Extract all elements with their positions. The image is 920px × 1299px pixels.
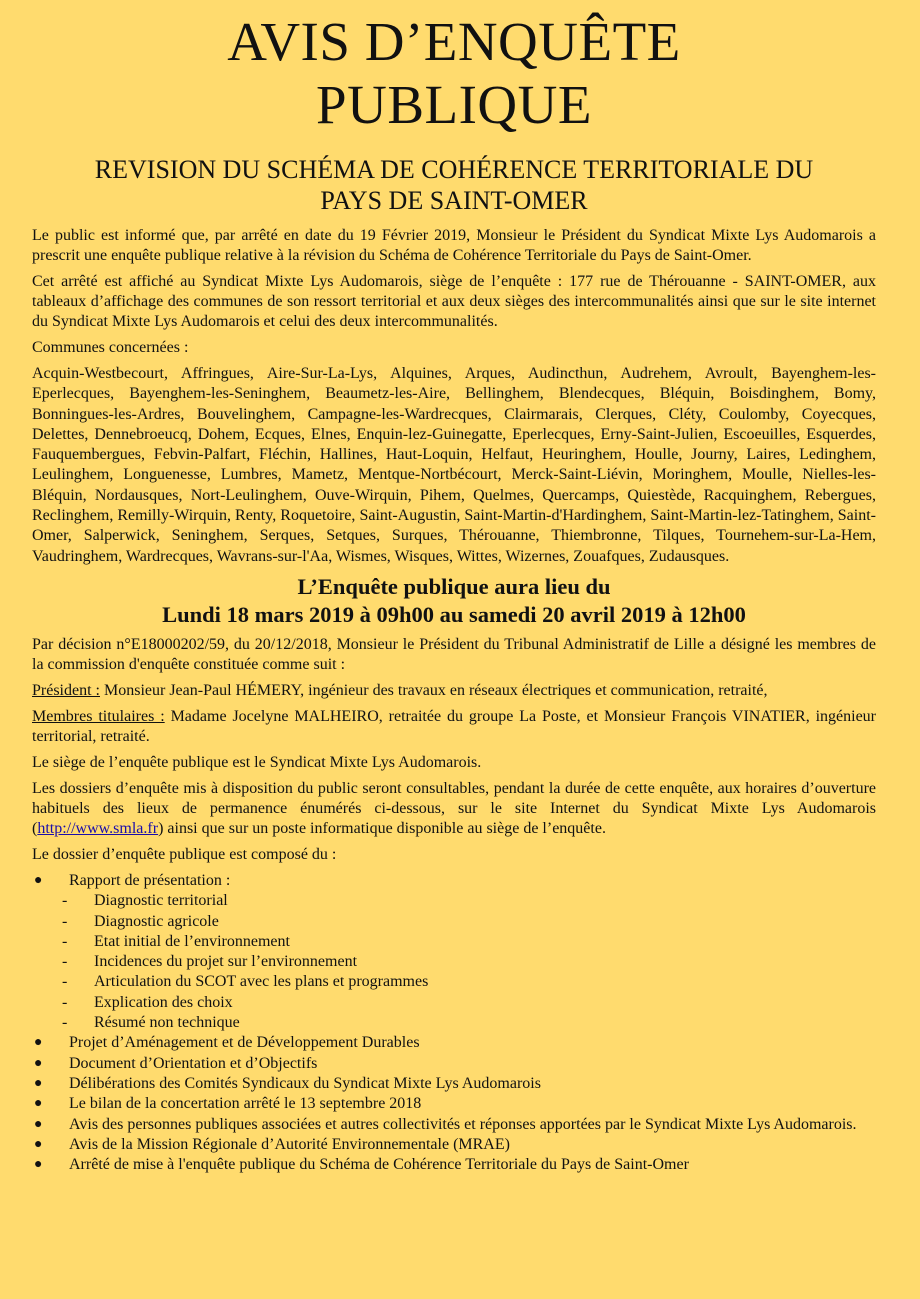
list-item-rapport	[32, 871, 876, 1033]
dash-icon: -	[62, 892, 68, 910]
sub-item-text: Diagnostic agricole	[94, 912, 219, 930]
dash-icon: -	[62, 953, 68, 971]
sub-item-text: Incidences du projet sur l’environnement	[94, 953, 358, 971]
president-label: Président :	[32, 681, 100, 699]
decision-paragraph: Par décision n°E18000202/59, du 20/12/2018, Monsieur le Président du Tribunal Administratif de Lille a désigné les membres de la commission d'enquête constituée comme suit :	[32, 635, 876, 673]
membres-text: Madame Jocelyne MALHEIRO, retraitée du groupe La Poste, et Monsieur François VINATIER, ingénieur territorial, retraité.	[32, 707, 877, 745]
list-item-text: Avis des personnes publiques associées et autres collectivités et réponses apportées par le Syndicat Mixte Lys Audomarois.	[69, 1115, 857, 1133]
siege-paragraph: Le siège de l’enquête publique est le Syndicat Mixte Lys Audomarois.	[32, 753, 482, 771]
title-line-2: PUBLIQUE	[316, 74, 592, 135]
bullet-icon: ●	[34, 1096, 43, 1112]
dash-icon: -	[62, 912, 68, 930]
sub-list-item	[62, 993, 876, 1013]
sub-title	[32, 154, 876, 216]
main-title	[32, 10, 876, 136]
dossiers-paragraph	[32, 779, 876, 839]
sub-list-item	[62, 932, 876, 952]
communes-list: Acquin-Westbecourt, Affringues, Aire-Sur-La-Lys, Alquines, Arques, Audincthun, Audrehem, Avroult, Bayenghem-les-Eperlecques, Bayenghem-les-Seninghem, Beaumetz-les-Aire, Bellinghem, Blendecques, Bléquin, Boisdinghem, Bomy, Bonningues-les-Ardres, Bouvelinghem, Campagne-les-Wardrecques, Clairmarais, Clerques, Cléty, Coulomby, Coyecques, Delettes, Dennebroeucq, Dohem, Ecques, Elnes, Enquin-lez-Guinegatte, Eperlecques, Erny-Saint-Julien, Escoeuilles, Esquerdes, Fauquembergues, Febvin-Palfart, Fléchin, Hallines, Haut-Loquin, Helfaut, Heuringhem, Houlle, Journy, Laires, Ledinghem, Leulinghem, Longuenesse, Lumbres, Mametz, Mentque-Nortbécourt, Merck-Saint-Liévin, Moringhem, Moulle, Nielles-les-Bléquin, Nordausques, Nort-Leulinghem, Ouve-Wirquin, Pihem, Quelmes, Quercamps, Quiestède, Racquinghem, Rebergues, Reclinghem, Remilly-Wirquin, Renty, Roquetoire, Saint-Augustin, Saint-Martin-d'Hardinghem, Saint-Martin-lez-Tatinghem, Saint-Omer, Salperwick, Seninghem, Serques, Setques, Surques, Thérouanne, Thiembronne, Tilques, Tournehem-sur-La-Hem, Vaudringhem, Wardrecques, Wavrans-sur-l'Aa, Wismes, Wisques, Wittes, Wizernes, Zouafques, Zudausques.	[32, 365, 876, 565]
list-item-text: Document d’Orientation et d’Objectifs	[69, 1054, 318, 1072]
bullet-icon: ●	[34, 1136, 43, 1152]
list-item	[32, 1033, 876, 1053]
enquete-heading-line-1: L’Enquête publique aura lieu du	[297, 573, 611, 599]
list-item	[32, 1155, 876, 1175]
sub-item-text: Articulation du SCOT avec les plans et programmes	[94, 973, 429, 991]
subtitle-line-2: PAYS DE SAINT-OMER	[320, 186, 588, 215]
sub-item-text: Etat initial de l’environnement	[94, 932, 290, 950]
dash-icon: -	[62, 1014, 68, 1032]
intro-paragraph-1: Le public est informé que, par arrêté en date du 19 Février 2019, Monsieur le Président du Syndicat Mixte Lys Audomarois a prescrit une enquête publique relative à la révision du Schéma de Cohérence Territoriale du Pays de Saint-Omer.	[32, 227, 876, 264]
title-line-1: AVIS D’ENQUÊTE	[227, 11, 681, 72]
list-item-text: Délibérations des Comités Syndicaux du Syndicat Mixte Lys Audomarois	[69, 1074, 541, 1092]
rapport-label: Rapport de présentation :	[69, 871, 231, 889]
list-item	[32, 1094, 876, 1114]
enquete-heading-line-2: Lundi 18 mars 2019 à 09h00 au samedi 20 avril 2019 à 12h00	[162, 601, 746, 627]
list-item-text: Le bilan de la concertation arrêté le 13 septembre 2018	[69, 1095, 422, 1113]
bullet-icon: ●	[34, 1055, 43, 1071]
enquete-date-heading	[32, 573, 876, 629]
list-item	[32, 1115, 876, 1135]
membres-label: Membres titulaires :	[32, 707, 165, 725]
dossier-contents-list	[32, 871, 876, 1175]
bullet-icon: ●	[34, 1116, 43, 1132]
president-paragraph	[32, 681, 876, 701]
subtitle-line-1: REVISION DU SCHÉMA DE COHÉRENCE TERRITORIALE DU	[94, 155, 814, 184]
president-text: Monsieur Jean-Paul HÉMERY, ingénieur des travaux en réseaux électriques et communication, retraité,	[100, 681, 768, 699]
sub-item-text: Résumé non technique	[94, 1014, 240, 1032]
list-item	[32, 1054, 876, 1074]
dossiers-text-before: Les dossiers d’enquête mis à disposition du public seront consultables, pendant la durée de cette enquête, aux horaires d’ouverture habituels des lieux de permanence énumérés ci-dessous, sur le site Internet du Syndicat Mixte Lys Audomarois (	[32, 779, 876, 837]
membres-paragraph	[32, 707, 876, 747]
dossier-compose-label: Le dossier d’enquête publique est composé du :	[32, 845, 337, 863]
dash-icon: -	[62, 932, 68, 950]
list-item-text: Avis de la Mission Régionale d’Autorité Environnementale (MRAE)	[69, 1135, 510, 1153]
list-item-text: Arrêté de mise à l'enquête publique du Schéma de Cohérence Territoriale du Pays de Saint-Omer	[69, 1156, 689, 1174]
sub-list-item	[62, 952, 876, 972]
bullet-icon: ●	[34, 872, 43, 888]
smla-website-link[interactable]: http://www.smla.fr	[37, 819, 159, 837]
bullet-icon: ●	[34, 1035, 43, 1051]
sub-list-item	[62, 891, 876, 911]
sub-item-text: Explication des choix	[94, 993, 233, 1011]
communes-label: Communes concernées :	[32, 339, 189, 356]
list-item	[32, 1135, 876, 1155]
sub-list-item	[62, 1013, 876, 1033]
sub-list-item	[62, 912, 876, 932]
list-item-text: Projet d’Aménagement et de Développement Durables	[69, 1034, 420, 1052]
list-item	[32, 1074, 876, 1094]
intro-paragraph-2: Cet arrêté est affiché au Syndicat Mixte Lys Audomarois, siège de l’enquête : 177 rue de Thérouanne - SAINT-OMER, aux tableaux d’affichage des communes de son ressort territorial et aux deux sièges des intercommunalités ainsi que sur le site internet du Syndicat Mixte Lys Audomarois et celui des deux intercommunalités.	[32, 273, 876, 330]
sub-item-text: Diagnostic territorial	[94, 892, 228, 910]
rapport-sub-list	[62, 891, 876, 1033]
bullet-icon: ●	[34, 1075, 43, 1091]
dossiers-text-after: ) ainsi que sur un poste informatique disponible au siège de l’enquête.	[158, 819, 606, 837]
bullet-icon: ●	[34, 1157, 43, 1173]
dash-icon: -	[62, 993, 68, 1011]
sub-list-item	[62, 972, 876, 992]
dash-icon: -	[62, 973, 68, 991]
